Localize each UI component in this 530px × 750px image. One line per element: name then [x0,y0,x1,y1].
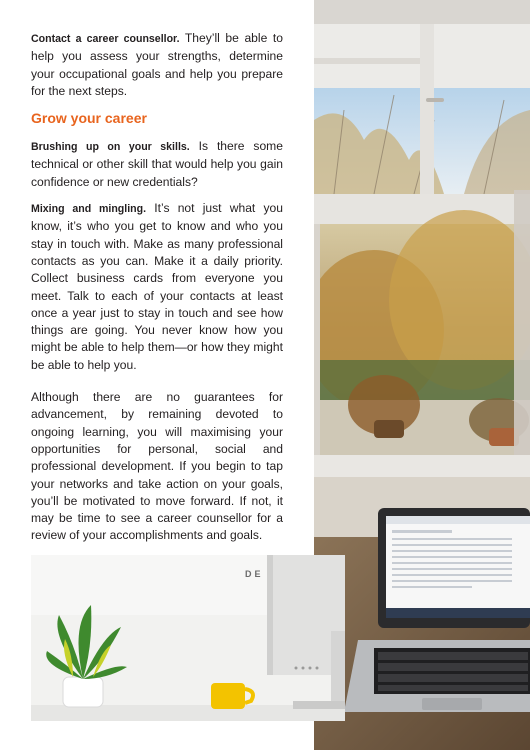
section-heading: Grow your career [31,110,147,127]
body-mixing: It’s not just what you know, it’s who you get to know and who you stay in touch with. Make as many professional contacts as you can. Make it a daily priority. Collect business cards from everyone you meet. Talk to each of your contacts at least once a year just to stay in touch and see how things are going. You never know how you might be able to help them—or how they might be able to help you. [31,201,283,372]
body-contact: They’ll be able to help you assess your strengths, determine your occupational goals and help you prepare for the next steps. [31,31,283,98]
window-laptop-photo [314,0,530,750]
article-text [31,30,283,554]
lead-contact: Contact a career counsellor. [31,33,180,45]
window-laptop-illustration [314,0,530,750]
lead-mixing: Mixing and mingling. [31,203,147,216]
desk-plant-illustration [31,555,345,721]
desk-plant-photo [31,555,345,721]
paragraph-mixing [31,200,283,374]
paragraph-closing: Although there are no guarantees for advancement, by remaining devoted to ongoing learning, you will maximising your opportunities for personal, social and professional development. If you begin to tap your networks and take action on your goals, you’ll be motivated to move forward. If not, it may be time to see a career counsellor for a review of your accomplishments and goals. [31,390,283,543]
lead-brushing: Brushing up on your skills. [31,141,190,154]
monitor-brand-label: DE [245,569,264,579]
body-brushing: Is there some technical or other skill that would help you gain confidence or new credentials? [31,139,283,189]
paragraph-contact [31,30,283,100]
paragraph-brushing [31,138,283,191]
